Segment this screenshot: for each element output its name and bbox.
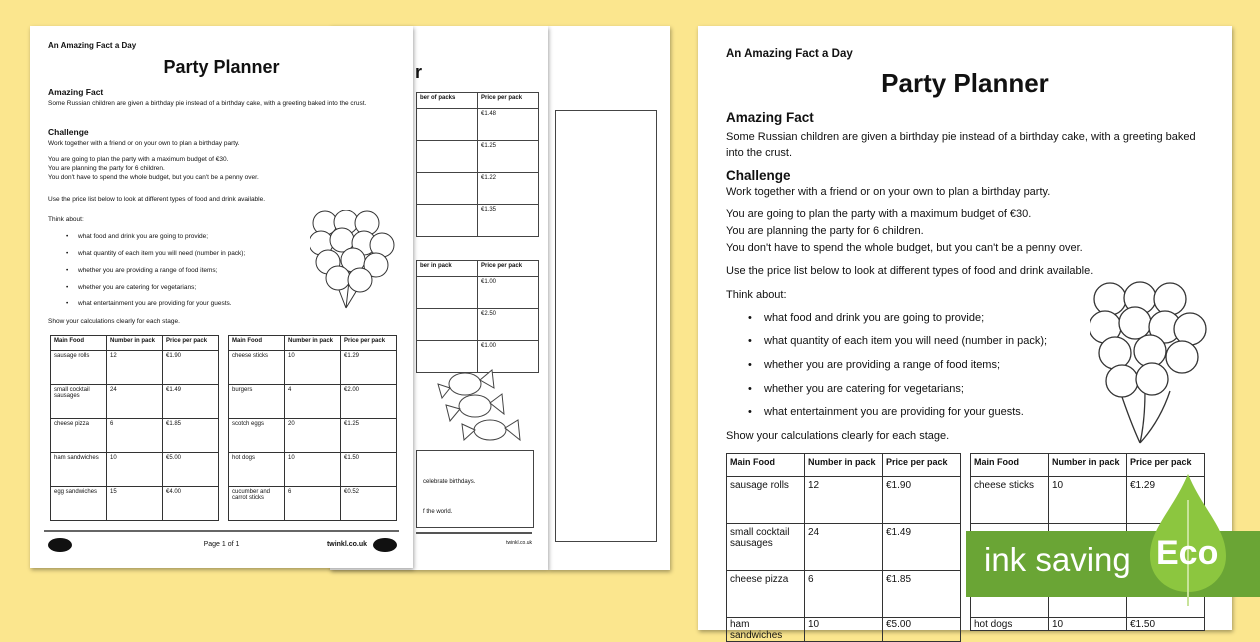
table-cell: €1.50: [1127, 618, 1205, 631]
challenge-line: You don't have to spend the whole budget, but you can't be a penny over.: [48, 174, 259, 181]
table-cell: sausage rolls: [51, 351, 107, 385]
column-header: Main Food: [971, 454, 1049, 477]
challenge-line: Use the price list below to look at different types of food and drink available.: [48, 196, 266, 203]
table-cell: hot dogs: [229, 453, 285, 487]
table-row: [229, 453, 397, 487]
table-cell: 15: [107, 487, 163, 521]
table-row: [417, 93, 539, 109]
challenge-line: Work together with a friend or on your own to plan a birthday party.: [48, 140, 240, 147]
worksheet-header: An Amazing Fact a Day: [48, 41, 137, 50]
table-row: [51, 385, 219, 419]
table-cell: 10: [285, 351, 341, 385]
column-header: Price per pack: [1127, 454, 1205, 477]
table-cell: €1.00: [478, 277, 539, 309]
table-cell: 10: [107, 453, 163, 487]
bullet-text: what entertainment you are providing for your guests.: [78, 300, 232, 307]
table-cell: €5.00: [163, 453, 219, 487]
table-cell: €2.50: [478, 309, 539, 341]
table-cell: cheese sticks: [971, 477, 1049, 524]
ink-saving-text: ink saving: [984, 541, 1131, 578]
main-food-table-1: [726, 453, 961, 642]
table-cell: €4.00: [163, 487, 219, 521]
table-cell: 20: [285, 419, 341, 453]
page2-table-1: [416, 92, 539, 237]
answer-frame: [555, 110, 657, 542]
bullet-text: what entertainment you are providing for your guests.: [764, 406, 1024, 418]
column-header: Price per pack: [478, 93, 539, 109]
table-cell: small cocktail sausages: [51, 385, 107, 419]
table-cell: 24: [805, 524, 883, 571]
table-cell: €2.00: [341, 385, 397, 419]
worksheet-title: Party Planner: [881, 68, 1049, 98]
fact-heading: Amazing Fact: [48, 87, 104, 97]
fact-heading: Amazing Fact: [726, 110, 814, 125]
table-row: [229, 385, 397, 419]
page2-info-box: [416, 450, 534, 528]
table-row: [229, 487, 397, 521]
balloons-illustration: [1090, 281, 1210, 446]
sweets-illustration: [430, 366, 530, 446]
bullet-item: [748, 359, 1000, 371]
think-about: Think about:: [48, 216, 84, 223]
table-row: [229, 351, 397, 385]
fact-text: Some Russian children are given a birthday pie instead of a birthday cake, with a greeting baked into the crust.: [726, 131, 1196, 159]
table-cell: €5.00: [883, 618, 961, 642]
eco-label: Eco: [1156, 534, 1219, 572]
challenge-line: Use the price list below to look at different types of food and drink available.: [726, 265, 1094, 277]
page2-title-fragment: r: [415, 62, 423, 82]
table-cell: €0.52: [341, 487, 397, 521]
table-cell: €1.85: [883, 571, 961, 618]
table-row: [727, 477, 961, 524]
bullet-text: whether you are catering for vegetarians;: [78, 284, 197, 291]
bullet-item: [66, 267, 217, 274]
column-header: Number in pack: [107, 336, 163, 351]
bullet-item: [748, 335, 1047, 347]
bullet-text: what food and drink you are going to provide;: [78, 233, 209, 240]
table-cell: €1.25: [341, 419, 397, 453]
table-cell: [417, 205, 478, 237]
think-about: Think about:: [726, 289, 787, 301]
page-number: Page 1 of 1: [203, 541, 240, 548]
table-row: [417, 261, 539, 277]
table-cell: [417, 141, 478, 173]
bullet-text: what quantity of each item you will need (number in pack);: [78, 250, 246, 257]
back-worksheet-page: [548, 26, 670, 570]
table-cell: €1.90: [163, 351, 219, 385]
table-row: [417, 277, 539, 309]
main-food-table-2: [228, 335, 397, 521]
table-row: [51, 419, 219, 453]
table-cell: small cocktail sausages: [727, 524, 805, 571]
table-cell: 6: [805, 571, 883, 618]
challenge-line: Work together with a friend or on your own to plan a birthday party.: [726, 186, 1051, 198]
bullet-item: [66, 250, 245, 257]
column-header: Main Food: [727, 454, 805, 477]
table-cell: €1.49: [883, 524, 961, 571]
table-cell: cheese pizza: [51, 419, 107, 453]
balloons-illustration: [310, 210, 396, 310]
table-cell: cucumber and carrot sticks: [229, 487, 285, 521]
bullet-item: [66, 233, 208, 240]
bullet-item: [66, 300, 232, 307]
table-row: [727, 571, 961, 618]
worksheet-header: An Amazing Fact a Day: [726, 48, 853, 60]
table-cell: cheese sticks: [229, 351, 285, 385]
bullet-item: [66, 284, 196, 291]
table-cell: 6: [107, 419, 163, 453]
table-row: [51, 453, 219, 487]
table-cell: €1.48: [478, 109, 539, 141]
eco-leaf-icon: [1148, 472, 1228, 608]
column-header: ber in pack: [417, 261, 478, 277]
column-header: Main Food: [51, 336, 107, 351]
column-header: Main Food: [229, 336, 285, 351]
column-header: Price per pack: [341, 336, 397, 351]
table-cell: [417, 173, 478, 205]
table-cell: €1.29: [341, 351, 397, 385]
table-cell: €1.00: [478, 341, 539, 373]
table-row: [417, 173, 539, 205]
table-row: [417, 309, 539, 341]
challenge-heading: Challenge: [726, 168, 791, 183]
page2-footer: [416, 532, 532, 546]
bullet-item: [748, 406, 1024, 418]
table-cell: [417, 109, 478, 141]
bullet-text: whether you are providing a range of food items;: [78, 267, 218, 274]
table-header-row: [727, 454, 961, 477]
bullet-text: whether you are catering for vegetarians;: [764, 383, 964, 395]
challenge-heading: Challenge: [48, 127, 89, 137]
table-row: [229, 419, 397, 453]
table-row: [971, 618, 1205, 631]
table-cell: 10: [1049, 618, 1127, 631]
table-cell: 4: [285, 385, 341, 419]
main-food-table-1: [50, 335, 219, 521]
table-cell: €1.50: [341, 453, 397, 487]
column-header: ber of packs: [417, 93, 478, 109]
table-cell: 6: [285, 487, 341, 521]
page2-table-2: [416, 260, 539, 373]
table-row: [727, 524, 961, 571]
table-cell: ham sandwiches: [727, 618, 805, 642]
table-cell: €1.22: [478, 173, 539, 205]
table-header-row: [51, 336, 219, 351]
challenge-line: You are planning the party for 6 children.: [48, 165, 165, 172]
page-footer: [44, 530, 399, 562]
table-cell: €1.49: [163, 385, 219, 419]
table-cell: scotch eggs: [229, 419, 285, 453]
bullet-item: [748, 383, 964, 395]
table-cell: egg sandwiches: [51, 487, 107, 521]
table-row: [417, 109, 539, 141]
table-cell: cheese pizza: [727, 571, 805, 618]
table-cell: €1.90: [883, 477, 961, 524]
challenge-line: You are planning the party for 6 children.: [726, 225, 924, 237]
table-row: [417, 141, 539, 173]
table-cell: €1.85: [163, 419, 219, 453]
table-cell: burgers: [229, 385, 285, 419]
table-cell: 12: [805, 477, 883, 524]
column-header: Price per pack: [163, 336, 219, 351]
bullet-item: [748, 312, 984, 324]
footer-url: twinkl.co.uk: [326, 541, 367, 548]
table-header-row: [229, 336, 397, 351]
table-cell: ham sandwiches: [51, 453, 107, 487]
table-row: [51, 351, 219, 385]
calc-note: Show your calculations clearly for each stage.: [48, 318, 180, 325]
table-cell: hot dogs: [971, 618, 1049, 631]
box-line: celebrate birthdays.: [423, 479, 476, 485]
bullet-text: what quantity of each item you will need (number in pack);: [764, 335, 1048, 347]
box-line: f the world.: [423, 509, 453, 515]
table-row: [417, 205, 539, 237]
table-cell: 10: [1049, 477, 1127, 524]
challenge-line: You are going to plan the party with a maximum budget of €30.: [726, 208, 1032, 220]
table-cell: €1.25: [478, 141, 539, 173]
table-cell: [417, 309, 478, 341]
table-row: [51, 487, 219, 521]
column-header: Price per pack: [883, 454, 961, 477]
table-cell: sausage rolls: [727, 477, 805, 524]
table-cell: 12: [107, 351, 163, 385]
table-cell: 10: [805, 618, 883, 642]
challenge-line: You don't have to spend the whole budget, but you can't be a penny over.: [726, 242, 1083, 254]
worksheet-title: Party Planner: [163, 57, 280, 77]
column-header: Number in pack: [805, 454, 883, 477]
column-header: Number in pack: [285, 336, 341, 351]
calc-note: Show your calculations clearly for each stage.: [726, 430, 950, 442]
table-cell: 24: [107, 385, 163, 419]
challenge-line: You are going to plan the party with a maximum budget of €30.: [48, 156, 229, 163]
table-cell: [417, 277, 478, 309]
front-worksheet-small: [30, 26, 413, 568]
bullet-text: what food and drink you are going to provide;: [764, 312, 985, 324]
twinkl-logo-icon: [373, 538, 397, 552]
table-cell: €1.35: [478, 205, 539, 237]
footer-url: twinkl.co.uk: [506, 540, 532, 546]
fact-text: Some Russian children are given a birthday pie instead of a birthday cake, with a greeting baked into the crust.: [48, 100, 367, 107]
column-header: Number in pack: [1049, 454, 1127, 477]
column-header: Price per pack: [478, 261, 539, 277]
bullet-text: whether you are providing a range of food items;: [764, 359, 1001, 371]
table-cell: 10: [285, 453, 341, 487]
table-cell: €1.29: [1127, 477, 1205, 524]
